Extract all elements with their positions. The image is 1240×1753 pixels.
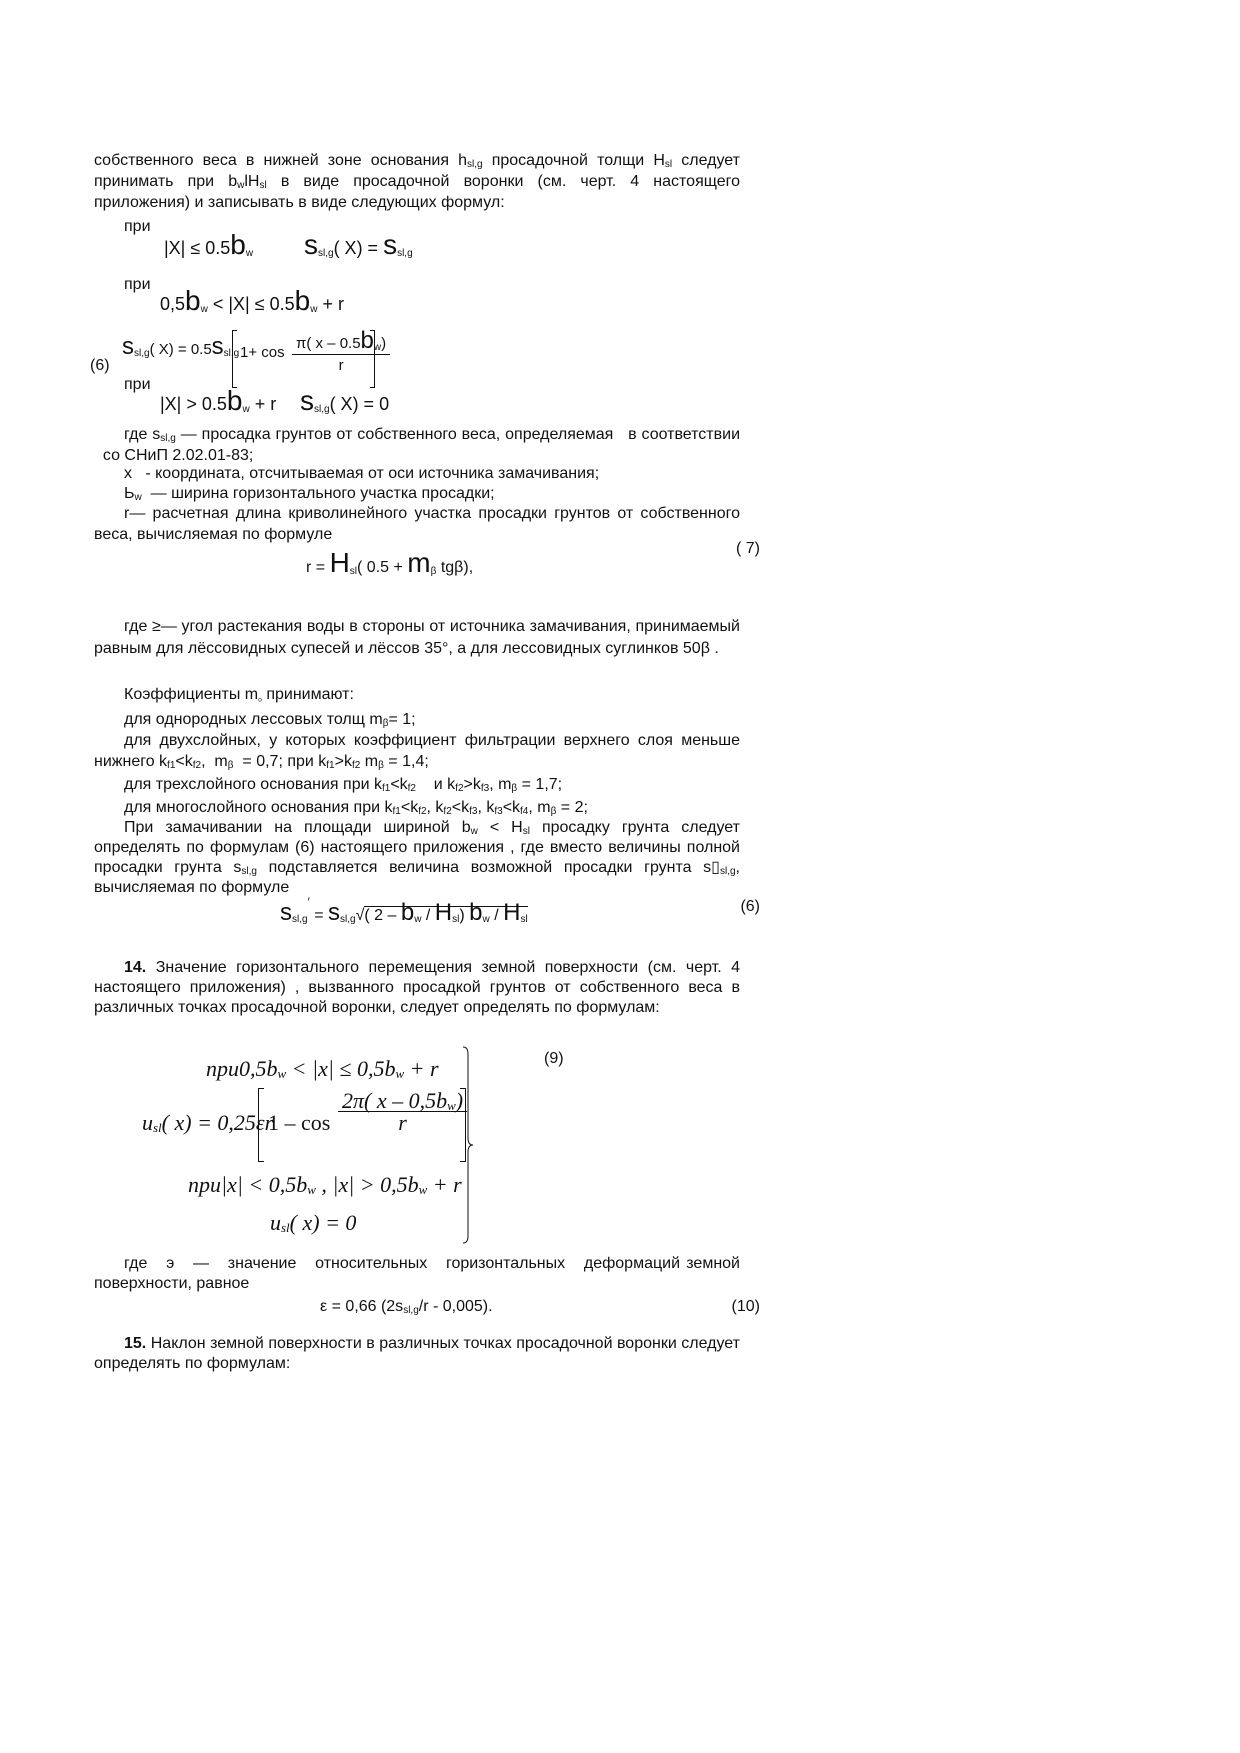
where-bw: $Ь_w$ — ширина горизонтального участка просадки; [124, 485, 495, 503]
formula-9-condition-1: $npu0,5b_w < |x| \le 0,5b_w + r$ [206, 1056, 439, 1081]
formula-9-zero: $u_{sl}$( x) = 0 [270, 1210, 357, 1235]
where-epsilon: где э — значение относительных горизонтальных деформаций земной поверхности, равное [94, 1255, 740, 1292]
equation-label-9: (9) [544, 1050, 564, 1067]
where-r: r— расчетная длина криволинейного участка просадки грунтов от собственного веса, вычисляемая по формуле [94, 505, 740, 543]
formula-case-1: $|X| \le 0.5b_w$ [164, 229, 254, 260]
coefficient-three-layer: для трехслойного основания при $k_{f1}<k_{f2}$ и $k_{f2}>k_{f3}$, $m_\beta = 1,7$; [124, 776, 563, 794]
bracket-right [370, 330, 375, 388]
where-ssl: где $s_{sl,g}$ — просадка грунтов от собственного веса, определяемая в соответствии со СНиП 2.02.01-83; [94, 426, 741, 464]
paragraph-14 [94, 958, 740, 1018]
paragraph-soaking: При замачивании на площади шириной $b_w < H_{sl}$ просадку грунта следует определять по формулам (6) настоящего приложения , где вместо величины полной просадки грунта $s_{sl,g}$ подставляется величина возможной просадки грунта $s▯_{sl,g}$, вычисляемая по формуле [94, 819, 740, 896]
coefficient-two-layer: для двухслойных, у которых коэффициент фильтрации верхнего слоя меньше нижнего $k_{f1}<k_{f2}$, $m_\beta = 0,7$; при $k_{f1}>k_{f2}$ $m_\beta = 1,4$; [94, 732, 740, 771]
formula-case-2-value: $s_{sl,g}$( $X) = 0.5s_{sl,g}$ [122, 333, 240, 360]
formula-epsilon: ε = 0,66 $(2s_{sl,g}/r - 0,005)$. [320, 1298, 493, 1316]
paragraph-intro: собственного веса в нижней зоне основания $h_{sl,g}$ просадочной толщи $H_{sl}$ следует принимать при $b_wlH_{sl}$ в виде просадочной воронки (см. черт. 4 настоящего приложения) и записывать в виде следующих формул: [94, 152, 741, 211]
formula-9-bracket-left [258, 1088, 264, 1162]
formula-9-condition-2: $npu|x| < 0,5b_w$ , $|x| > 0,5b_w + r$ [188, 1172, 462, 1197]
formula-9-displacement: $u_{sl}$( x) = 0,25εr [142, 1110, 274, 1135]
paragraph-14-text: Значение горизонтального перемещения земной поверхности (см. черт. 4 настоящего приложения) , вызванного просадкой грунтов от собственного веса в различных точках просадочной воронки, следует определять по формулам: [94, 959, 740, 1016]
formula-9-cos-term: 1 – cos [268, 1110, 331, 1135]
equation-label-6b: (6) [740, 898, 760, 915]
equation-label-6: (6) [90, 357, 110, 374]
coefficient-multi-layer: для многослойного основания при $k_{f1}<k_{f2}$, $k_{f2}<k_{f3}$, $k_{f3}<k_{f4}$, $m_\beta = 2$; [124, 799, 588, 817]
paragraph-15-text: Наклон земной поверхности в различных точках просадочной воронки следует определять по формулам: [94, 1335, 740, 1372]
formula-case-2: $0,5b_w < |X| \le 0.5b_w + r$ [160, 285, 344, 316]
formula-case-1-value: $s_{sl,g}$( $X) = s_{sl,g}$ [304, 229, 413, 260]
label-pri-3: при [124, 376, 151, 393]
label-pri-1: при [124, 218, 151, 235]
formula-possible-settlement: $s_{sl,g}' = s_{sl,g}√$( $2 - b_w / H_{sl}$) $b_w / H_{sl}$ [280, 895, 528, 926]
paragraph-15 [94, 1334, 740, 1374]
formula-case-3: $|X| > 0.5b_w + r$ [160, 385, 277, 416]
bracket-left [232, 330, 237, 388]
equation-label-7: ( 7) [736, 540, 760, 557]
formula-r: $r = H_{sl}$( $0.5 + m_\beta$ tgβ), [306, 547, 474, 578]
formula-9-brace [462, 1046, 474, 1244]
formula-9-fraction: $\frac{2\pi( x - 0,5b_w)}{r}$ [338, 1090, 467, 1133]
paragraph-14-number: 14. [124, 959, 147, 976]
equation-label-10: (10) [731, 1298, 760, 1315]
formula-case-3-value: $s_{sl,g}$( X) = 0 [300, 385, 390, 416]
coefficients-title: Коэффициенты $m_{_o}$ принимают: [124, 686, 354, 704]
label-pri-2: при [124, 276, 151, 293]
formula-fraction: $\frac{\pi( x - 0.5b_w)}{r}$ [292, 330, 390, 376]
paragraph-15-number: 15. [124, 1335, 147, 1352]
where-beta: где ≥— угол растекания воды в стороны от источника замачивания, принимаемый равным для лёссовидных супесей и лёссов 35°, а для лессовидных суглинков 50β . [94, 618, 740, 657]
where-x: x - координата, отсчитываемая от оси источника замачивания; [124, 465, 600, 482]
coefficient-homogeneous: для однородных лессовых толщ $m_\beta= 1$; [124, 711, 416, 729]
formula-cos-term: 1+ cos [240, 344, 285, 361]
